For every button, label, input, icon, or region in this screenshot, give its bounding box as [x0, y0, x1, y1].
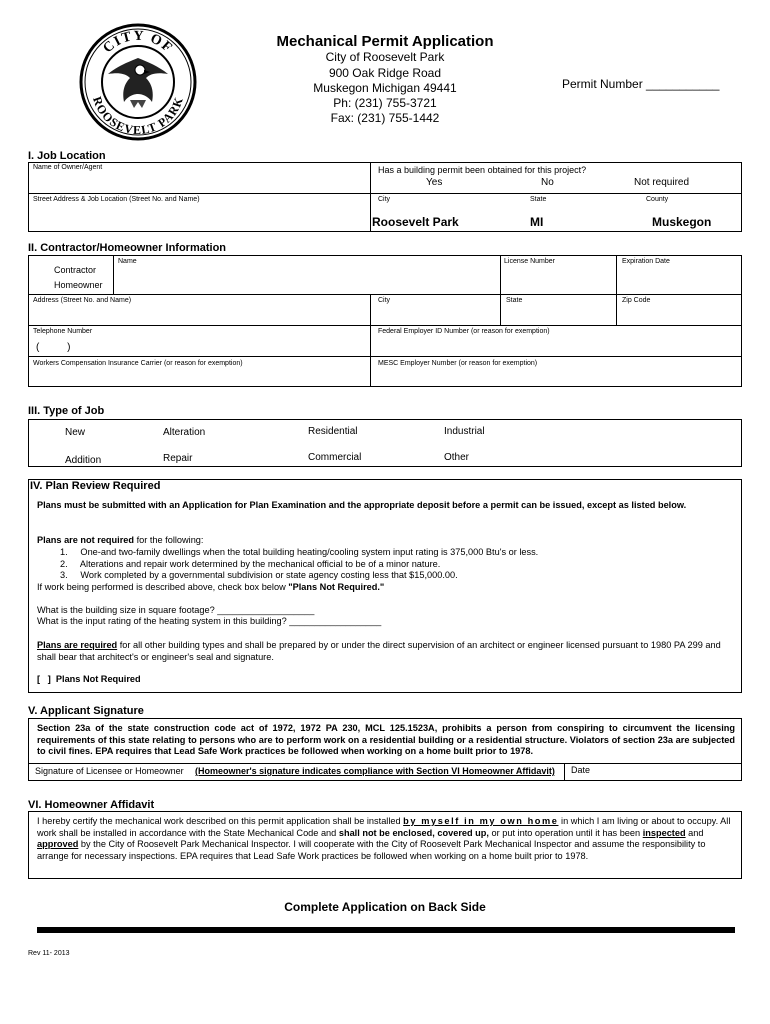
job-type-residential[interactable]: Residential: [308, 426, 358, 437]
plan-review-heading: IV. Plan Review Required: [30, 480, 161, 492]
plans-not-required-checkbox[interactable]: [ ] Plans Not Required: [37, 674, 141, 684]
job-type-addition[interactable]: Addition: [65, 455, 102, 466]
job-type-industrial[interactable]: Industrial: [444, 426, 485, 437]
city-name: City of Roosevelt Park: [325, 50, 445, 64]
contractor-name-field[interactable]: [116, 266, 498, 292]
contractor-city-label: City: [378, 297, 391, 304]
homeowner-label: Homeowner: [54, 280, 103, 290]
owner-label: Name of Owner/Agent: [33, 164, 103, 171]
building-size-question[interactable]: What is the building size in square footage? ___________________: [37, 605, 315, 615]
heating-rating-question[interactable]: What is the input rating of the heating system in this building? __________________: [37, 616, 382, 626]
permit-question: Has a building permit been obtained for this project?: [378, 165, 587, 175]
plans-not-required-line: Plans are not required for the following:: [37, 535, 204, 545]
job-county-value: Muskegon: [652, 215, 712, 229]
city-state-zip: Muskegon Michigan 49441: [313, 81, 457, 95]
contractor-zip-label: Zip Code: [622, 297, 651, 304]
telephone-label: Telephone Number: [33, 328, 93, 335]
footer-rule: [37, 927, 735, 933]
exemption-item-3: 3. Work completed by a governmental subdivision or state agency costing less that $15,000.00.: [60, 570, 458, 580]
plans-required-text: Plans are required for all other building types and shall be prepared by or under the direct supervision of an architect or engineer licensed pursuant to 1980 PA 299 and shall bear that architect's or engineer's seal and signature.: [37, 640, 721, 662]
expiration-date-label: Expiration Date: [622, 258, 670, 265]
permit-yes-option[interactable]: Yes: [426, 177, 443, 188]
fein-label: Federal Employer ID Number (or reason for exemption): [378, 328, 550, 335]
signature-field[interactable]: [30, 764, 562, 780]
complete-back-side: Complete Application on Back Side: [284, 900, 486, 914]
contractor-address-label: Address (Street No. and Name): [33, 297, 132, 304]
city-seal-logo: [78, 22, 198, 142]
job-state-label: State: [530, 196, 547, 203]
affidavit-text: I hereby certify the mechanical work described on this permit application shall be installed by myself in my own home in which I am living or about to occupy. All work shall be installed in accordance with the State Mechanical Code and shall not be enclosed, covered up, or put into operation until it has been inspected and approved by the City of Roosevelt Park Mechanical Inspector. I will cooperate with the City of Roosevelt Park Mechanical Inspector and assume the responsibility to arrange for necessary inspections. EPA requires that Lead Safe Work practices be followed when working on a home built prior to 1978.: [37, 816, 731, 861]
section-23a-text: Section 23a of the state construction code act of 1972, 1972 PA 230, MCL 125.1523A, prohibits a person from conspiring to circumvent the licensing requirements of this state relating to persons who are to perform work on a residential building or a residential structure. Violators of section 23a are subjected to civil fines. EPA requires that Lead Safe Work practices be followed when working on a home built prior to 1978.: [37, 723, 735, 757]
job-city-label: City: [378, 196, 391, 203]
contractor-heading: II. Contractor/Homeowner Information: [28, 242, 227, 254]
contractor-state-label: State: [506, 297, 523, 304]
job-city-value: Roosevelt Park: [372, 215, 459, 229]
mesc-label: MESC Employer Number (or reason for exemption): [378, 360, 538, 367]
signature-date-label: Date: [571, 765, 591, 775]
owner-field[interactable]: [30, 172, 368, 192]
job-location-heading: I. Job Location: [28, 150, 106, 162]
workers-comp-label: Workers Compensation Insurance Carrier (or reason for exemption): [33, 360, 243, 367]
job-type-alteration[interactable]: Alteration: [163, 427, 206, 438]
signature-note: (Homeowner's signature indicates compliance with Section VI Homeowner Affidavit): [195, 766, 555, 776]
license-number-field[interactable]: [502, 266, 614, 292]
svg-text:ROOSEVELT PARK: ROOSEVELT PARK: [90, 94, 186, 138]
expiration-date-field[interactable]: [618, 266, 740, 292]
street-label: Street Address & Job Location (Street No. and Name): [33, 196, 200, 203]
job-type-commercial[interactable]: Commercial: [308, 452, 362, 463]
city-address: 900 Oak Ridge Road: [328, 66, 442, 80]
signature-date-field[interactable]: [566, 764, 740, 780]
affidavit-heading: VI. Homeowner Affidavit: [28, 799, 155, 811]
signature-label: Signature of Licensee or Homeowner: [35, 766, 184, 776]
city-phone: Ph: (231) 755-3721: [333, 96, 437, 110]
job-type-heading: III. Type of Job: [28, 405, 105, 417]
city-fax: Fax: (231) 755-1442: [330, 111, 440, 125]
job-type-new[interactable]: New: [65, 427, 86, 438]
svg-text:CITY OF: CITY OF: [100, 28, 176, 57]
job-type-repair[interactable]: Repair: [163, 453, 193, 464]
job-state-value: MI: [530, 215, 544, 229]
permit-no-option[interactable]: No: [541, 177, 554, 188]
exemption-item-2: 2. Alterations and repair work determined by the mechanical official to be of a minor nature.: [60, 559, 441, 569]
permit-not-required-option[interactable]: Not required: [634, 177, 690, 188]
signature-heading: V. Applicant Signature: [28, 705, 144, 717]
exemption-item-1: 1. One-and two-family dwellings when the total building heating/cooling system input rating is 375,000 Btu's or less.: [60, 547, 539, 557]
contractor-name-label: Name: [118, 258, 137, 265]
form-title: Mechanical Permit Application: [276, 33, 494, 50]
job-type-box: [28, 419, 742, 467]
plan-review-intro: Plans must be submitted with an Application for Plan Examination and the appropriate deposit before a permit can be issued, except as listed below.: [37, 500, 687, 510]
license-number-label: License Number: [504, 258, 555, 265]
revision-label: Rev 11- 2013: [28, 950, 70, 957]
telephone-field[interactable]: ( ): [36, 342, 71, 353]
job-type-other[interactable]: Other: [444, 452, 470, 463]
contractor-label: Contractor: [54, 265, 97, 275]
if-work-line: If work being performed is described above, check box below "Plans Not Required.": [37, 582, 385, 592]
job-county-label: County: [646, 196, 669, 203]
street-field[interactable]: [30, 204, 368, 230]
permit-number-label[interactable]: Permit Number ___________: [562, 77, 720, 91]
